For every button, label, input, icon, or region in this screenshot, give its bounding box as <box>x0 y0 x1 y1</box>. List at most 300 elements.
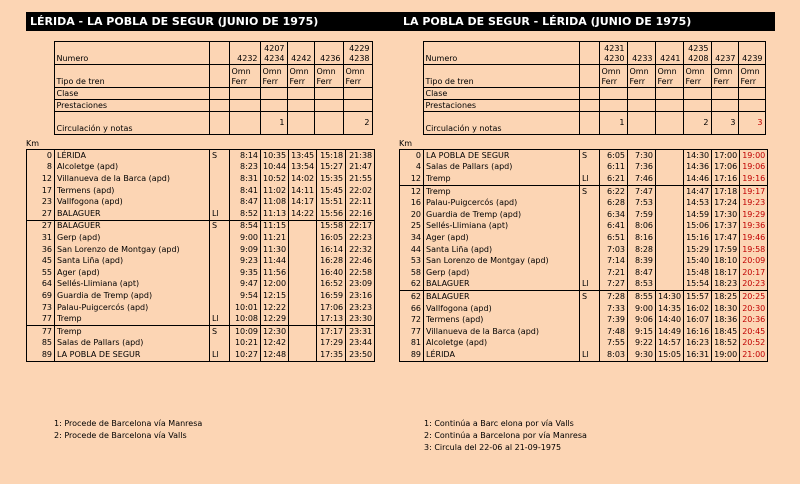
arrival-flag: Ll <box>580 279 600 291</box>
train-note: 2 <box>683 112 711 135</box>
km-value: 27 <box>27 208 55 220</box>
km-value: 27 <box>27 220 55 232</box>
train-type <box>627 65 655 88</box>
station-name: Ager (apd) <box>424 232 580 244</box>
arrival-flag: S <box>580 150 600 162</box>
header-cell <box>711 88 738 100</box>
time-cell: 20:30 <box>740 303 768 315</box>
train-number <box>683 42 711 65</box>
time-cell: 12:00 <box>261 279 289 291</box>
km-label: Km <box>399 139 413 148</box>
header-flag-cell <box>209 65 229 88</box>
train-type <box>287 65 314 88</box>
time-cell: 13:54 <box>289 162 317 174</box>
time-cell: 8:03 <box>600 349 628 361</box>
header-row <box>399 42 765 65</box>
arrival-flag <box>210 232 230 244</box>
time-cell: 20:45 <box>740 326 768 338</box>
station-name: Tremp <box>424 173 580 185</box>
time-cell: 8:47 <box>230 196 261 208</box>
header-spacer <box>26 42 54 65</box>
time-cell <box>289 338 317 350</box>
time-cell: 18:25 <box>712 291 740 303</box>
time-cell <box>289 325 317 337</box>
time-cell: 16:52 <box>317 279 346 291</box>
train-type <box>655 65 683 88</box>
arrival-flag <box>210 279 230 291</box>
km-value: 62 <box>400 291 424 303</box>
header-row <box>26 42 372 65</box>
time-cell: 7:55 <box>600 338 628 350</box>
header-cell <box>738 100 765 112</box>
train-note: 1 <box>599 112 627 135</box>
arrival-flag: Ll <box>580 173 600 185</box>
time-cell: 17:00 <box>712 150 740 162</box>
table-row <box>400 221 768 233</box>
time-cell: 15:45 <box>317 185 346 197</box>
time-cell: 17:47 <box>712 232 740 244</box>
header-table <box>26 41 373 135</box>
arrival-flag <box>210 338 230 350</box>
km-value: 12 <box>400 185 424 197</box>
train-number-bottom: 4239 <box>742 54 763 63</box>
arrival-flag <box>580 267 600 279</box>
time-cell: 19:06 <box>740 162 768 174</box>
time-cell: 13:45 <box>289 150 317 162</box>
arrival-flag <box>580 338 600 350</box>
footnote: 1: Continúa a Barc elona por vía Valls <box>424 419 574 428</box>
time-cell: 8:06 <box>628 221 656 233</box>
table-row <box>27 162 375 174</box>
train-type-line2: Ferr <box>713 77 730 86</box>
time-cell <box>289 244 317 256</box>
time-cell <box>289 349 317 361</box>
time-cell: 7:27 <box>600 279 628 291</box>
header-flag-cell <box>209 88 229 100</box>
header-flag-cell <box>579 42 599 65</box>
train-type-line1: Omn <box>345 67 365 76</box>
footnotes-left <box>54 418 202 442</box>
arrival-flag <box>210 185 230 197</box>
time-cell: 19:00 <box>740 150 768 162</box>
time-cell: 7:36 <box>628 162 656 174</box>
table-row <box>400 314 768 326</box>
table-row <box>400 349 768 361</box>
arrival-flag <box>210 302 230 314</box>
station-name: Guardia de Tremp (apd) <box>424 209 580 221</box>
header-cell <box>229 88 260 100</box>
train-note <box>627 112 655 135</box>
km-value: 45 <box>27 255 55 267</box>
footnote: 3: Circula del 22-06 al 21-09-1975 <box>424 443 562 452</box>
time-cell: 9:09 <box>230 244 261 256</box>
time-cell: 7:14 <box>600 255 628 267</box>
header-cell <box>627 88 655 100</box>
km-value: 23 <box>27 196 55 208</box>
header-label: Prestaciones <box>423 100 579 112</box>
time-cell: 18:17 <box>712 267 740 279</box>
time-cell: 12:48 <box>261 349 289 361</box>
train-number-bottom: 4232 <box>237 54 258 63</box>
time-cell: 7:33 <box>600 303 628 315</box>
time-cell: 16:16 <box>684 326 712 338</box>
station-name: Gerp (apd) <box>424 267 580 279</box>
time-cell: 8:23 <box>230 162 261 174</box>
station-name: Tremp <box>55 325 210 337</box>
station-name: Villanueva de la Barca (apd) <box>424 326 580 338</box>
header-label: Circulación y notas <box>423 112 579 135</box>
time-cell: 7:48 <box>600 326 628 338</box>
train-type-line2: Ferr <box>345 77 362 86</box>
header-cell <box>314 100 343 112</box>
header-cell <box>599 88 627 100</box>
header-label: Tipo de tren <box>423 65 579 88</box>
table-row <box>400 279 768 291</box>
header-flag-cell <box>209 100 229 112</box>
time-cell: 17:29 <box>317 338 346 350</box>
train-note: 3 <box>711 112 738 135</box>
header-row <box>26 100 372 112</box>
time-cell: 14:49 <box>656 326 684 338</box>
km-value: 53 <box>400 255 424 267</box>
table-row <box>27 290 375 302</box>
table-row <box>400 173 768 185</box>
train-type <box>314 65 343 88</box>
header-label: Prestaciones <box>54 100 209 112</box>
header-row <box>399 100 765 112</box>
station-name: Ager (apd) <box>55 267 210 279</box>
time-cell: 7:21 <box>600 267 628 279</box>
time-cell: 16:07 <box>684 314 712 326</box>
header-spacer <box>26 65 54 88</box>
table-row <box>400 244 768 256</box>
header-cell <box>683 100 711 112</box>
train-type-line1: Omn <box>740 67 760 76</box>
time-cell <box>656 255 684 267</box>
train-note <box>287 112 314 135</box>
time-cell: 19:58 <box>740 244 768 256</box>
time-cell: 15:56 <box>317 208 346 220</box>
time-cell: 10:52 <box>261 173 289 185</box>
station-name: Sellés-Llimiana (apt) <box>55 279 210 291</box>
time-cell: 15:05 <box>656 349 684 361</box>
train-type-line2: Ferr <box>657 77 674 86</box>
train-number-bottom: 4208 <box>688 54 709 63</box>
km-value: 36 <box>27 244 55 256</box>
time-cell: 17:06 <box>712 162 740 174</box>
footnote: 1: Procede de Barcelona vía Manresa <box>54 419 203 428</box>
time-cell: 18:23 <box>712 279 740 291</box>
arrival-flag <box>580 303 600 315</box>
arrival-flag <box>210 196 230 208</box>
table-row <box>27 313 375 325</box>
arrival-flag <box>210 244 230 256</box>
train-number-bottom: 4234 <box>264 54 285 63</box>
station-name: Tremp <box>424 185 580 197</box>
train-type <box>711 65 738 88</box>
timetable-right <box>399 12 775 362</box>
train-type-line1: Omn <box>629 67 649 76</box>
header-label: Clase <box>423 88 579 100</box>
time-cell: 14:17 <box>289 196 317 208</box>
time-cell: 21:55 <box>346 173 375 185</box>
time-cell: 10:01 <box>230 302 261 314</box>
time-cell <box>289 232 317 244</box>
km-value: 85 <box>27 338 55 350</box>
header-row <box>399 112 765 135</box>
time-cell: 17:24 <box>712 197 740 209</box>
header-spacer <box>399 65 423 88</box>
time-cell: 10:35 <box>261 150 289 162</box>
station-name: LA POBLA DE SEGUR <box>55 349 210 361</box>
time-cell: 17:13 <box>317 313 346 325</box>
train-type <box>260 65 287 88</box>
time-cell: 14:47 <box>684 185 712 197</box>
timetable-title: LÉRIDA - LA POBLA DE SEGUR (JUNIO DE 1975) <box>26 12 402 31</box>
km-value: 16 <box>400 197 424 209</box>
time-cell: 9:30 <box>628 349 656 361</box>
station-name: Alcoletge (apd) <box>424 338 580 350</box>
train-note <box>314 112 343 135</box>
train-note: 3 <box>738 112 765 135</box>
time-cell: 17:30 <box>712 209 740 221</box>
arrival-flag <box>210 255 230 267</box>
train-number-bottom: 4242 <box>291 54 312 63</box>
time-cell: 6:34 <box>600 209 628 221</box>
time-cell: 23:23 <box>346 302 375 314</box>
time-cell: 17:35 <box>317 349 346 361</box>
time-cell: 22:02 <box>346 185 375 197</box>
time-cell <box>656 267 684 279</box>
arrival-flag <box>210 267 230 279</box>
table-row <box>400 291 768 303</box>
header-cell <box>343 88 372 100</box>
time-cell: 11:30 <box>261 244 289 256</box>
km-value: 31 <box>27 232 55 244</box>
train-number <box>314 42 343 65</box>
header-row <box>399 65 765 88</box>
time-cell: 17:16 <box>712 173 740 185</box>
header-cell <box>260 100 287 112</box>
time-cell <box>656 232 684 244</box>
train-type-line2: Ferr <box>289 77 306 86</box>
time-cell: 8:53 <box>628 279 656 291</box>
time-cell: 23:31 <box>346 325 375 337</box>
time-cell: 11:02 <box>261 185 289 197</box>
time-cell: 15:27 <box>317 162 346 174</box>
time-cell <box>656 209 684 221</box>
time-cell: 14:40 <box>656 314 684 326</box>
train-number-bottom: 4236 <box>320 54 341 63</box>
table-row <box>400 197 768 209</box>
train-type <box>343 65 372 88</box>
time-cell <box>289 302 317 314</box>
time-cell: 14:36 <box>684 162 712 174</box>
time-cell <box>656 162 684 174</box>
table-row <box>27 208 375 220</box>
station-name: Termens (apd) <box>55 185 210 197</box>
km-value: 20 <box>400 209 424 221</box>
arrival-flag <box>210 173 230 185</box>
train-number <box>711 42 738 65</box>
arrival-flag: S <box>210 150 230 162</box>
arrival-flag <box>580 209 600 221</box>
header-flag-cell <box>579 88 599 100</box>
time-cell: 8:14 <box>230 150 261 162</box>
time-cell: 15:58 <box>317 220 346 232</box>
time-cell: 11:13 <box>261 208 289 220</box>
km-value: 89 <box>27 349 55 361</box>
time-cell: 15:29 <box>684 244 712 256</box>
station-name: BALAGUER <box>55 208 210 220</box>
time-cell: 7:46 <box>628 173 656 185</box>
schedule-table <box>26 149 375 362</box>
km-value: 62 <box>400 279 424 291</box>
time-cell: 23:09 <box>346 279 375 291</box>
header-cell <box>627 100 655 112</box>
header-cell <box>229 100 260 112</box>
time-cell: 9:06 <box>628 314 656 326</box>
train-type-line1: Omn <box>316 67 336 76</box>
km-value: 25 <box>400 221 424 233</box>
station-name: Santa Liña (apd) <box>424 244 580 256</box>
km-value: 77 <box>400 326 424 338</box>
time-cell: 18:36 <box>712 314 740 326</box>
time-cell: 9:15 <box>628 326 656 338</box>
time-cell: 10:21 <box>230 338 261 350</box>
arrival-flag: Ll <box>210 208 230 220</box>
km-value: 77 <box>27 313 55 325</box>
table-row <box>400 209 768 221</box>
time-cell <box>289 267 317 279</box>
time-cell: 14:02 <box>289 173 317 185</box>
km-value: 55 <box>27 267 55 279</box>
header-row <box>26 112 372 135</box>
time-cell: 14:22 <box>289 208 317 220</box>
km-value: 73 <box>27 302 55 314</box>
train-number-top: 4229 <box>349 44 370 53</box>
arrival-flag <box>580 255 600 267</box>
train-type-line2: Ferr <box>316 77 333 86</box>
km-value: 4 <box>400 162 424 174</box>
arrival-flag <box>580 314 600 326</box>
time-cell: 20:36 <box>740 314 768 326</box>
time-cell: 22:16 <box>346 208 375 220</box>
time-cell: 14:30 <box>684 150 712 162</box>
time-cell: 11:44 <box>261 255 289 267</box>
header-spacer <box>26 112 54 135</box>
station-name: Termens (apd) <box>424 314 580 326</box>
header-cell <box>343 100 372 112</box>
header-spacer <box>399 42 423 65</box>
time-cell <box>289 313 317 325</box>
station-name: BALAGUER <box>424 291 580 303</box>
station-name: Tremp <box>55 313 210 325</box>
train-number-bottom: 4237 <box>715 54 736 63</box>
time-cell: 9:00 <box>230 232 261 244</box>
station-name: Gerp (apd) <box>55 232 210 244</box>
time-cell: 8:31 <box>230 173 261 185</box>
time-cell: 16:14 <box>317 244 346 256</box>
train-type-line2: Ferr <box>262 77 279 86</box>
header-row <box>26 88 372 100</box>
km-value: 0 <box>400 150 424 162</box>
table-row <box>27 279 375 291</box>
time-cell: 10:08 <box>230 313 261 325</box>
km-value: 12 <box>27 173 55 185</box>
time-cell: 6:41 <box>600 221 628 233</box>
arrival-flag <box>210 290 230 302</box>
time-cell: 20:52 <box>740 338 768 350</box>
train-number-bottom: 4230 <box>604 54 625 63</box>
table-row <box>400 162 768 174</box>
header-label: Numero <box>423 42 579 65</box>
table-row <box>27 349 375 361</box>
table-row <box>400 150 768 162</box>
train-number-top: 4231 <box>604 44 625 53</box>
train-number-bottom: 4238 <box>349 54 370 63</box>
time-cell: 6:51 <box>600 232 628 244</box>
time-cell: 22:58 <box>346 267 375 279</box>
km-value: 0 <box>27 150 55 162</box>
train-type-line1: Omn <box>685 67 705 76</box>
header-row <box>26 65 372 88</box>
km-value: 34 <box>400 232 424 244</box>
km-value: 44 <box>400 244 424 256</box>
time-cell: 12:22 <box>261 302 289 314</box>
time-cell: 17:59 <box>712 244 740 256</box>
time-cell: 22:23 <box>346 232 375 244</box>
km-value: 64 <box>27 279 55 291</box>
header-flag-cell <box>579 100 599 112</box>
time-cell: 8:55 <box>628 291 656 303</box>
time-cell: 19:17 <box>740 185 768 197</box>
time-cell: 18:10 <box>712 255 740 267</box>
time-cell <box>289 279 317 291</box>
time-cell: 12:30 <box>261 325 289 337</box>
time-cell: 9:54 <box>230 290 261 302</box>
time-cell: 19:29 <box>740 209 768 221</box>
train-type-line1: Omn <box>262 67 282 76</box>
time-cell: 18:30 <box>712 303 740 315</box>
station-name: Palau-Puigcercós (apd) <box>55 302 210 314</box>
table-row <box>27 338 375 350</box>
arrival-flag: S <box>210 325 230 337</box>
table-row <box>27 196 375 208</box>
time-cell: 23:50 <box>346 349 375 361</box>
time-cell: 12:15 <box>261 290 289 302</box>
time-cell: 8:52 <box>230 208 261 220</box>
table-row <box>400 326 768 338</box>
time-cell: 12:42 <box>261 338 289 350</box>
table-row <box>27 325 375 337</box>
time-cell: 8:47 <box>628 267 656 279</box>
time-cell: 7:59 <box>628 209 656 221</box>
time-cell: 21:47 <box>346 162 375 174</box>
time-cell: 8:28 <box>628 244 656 256</box>
km-value: 69 <box>27 290 55 302</box>
km-value: 72 <box>400 314 424 326</box>
time-cell: 11:08 <box>261 196 289 208</box>
time-cell: 8:41 <box>230 185 261 197</box>
time-cell: 15:51 <box>317 196 346 208</box>
km-value: 17 <box>27 185 55 197</box>
time-cell: 7:30 <box>628 150 656 162</box>
table-row <box>400 255 768 267</box>
table-row <box>27 244 375 256</box>
time-cell: 23:16 <box>346 290 375 302</box>
time-cell: 9:47 <box>230 279 261 291</box>
